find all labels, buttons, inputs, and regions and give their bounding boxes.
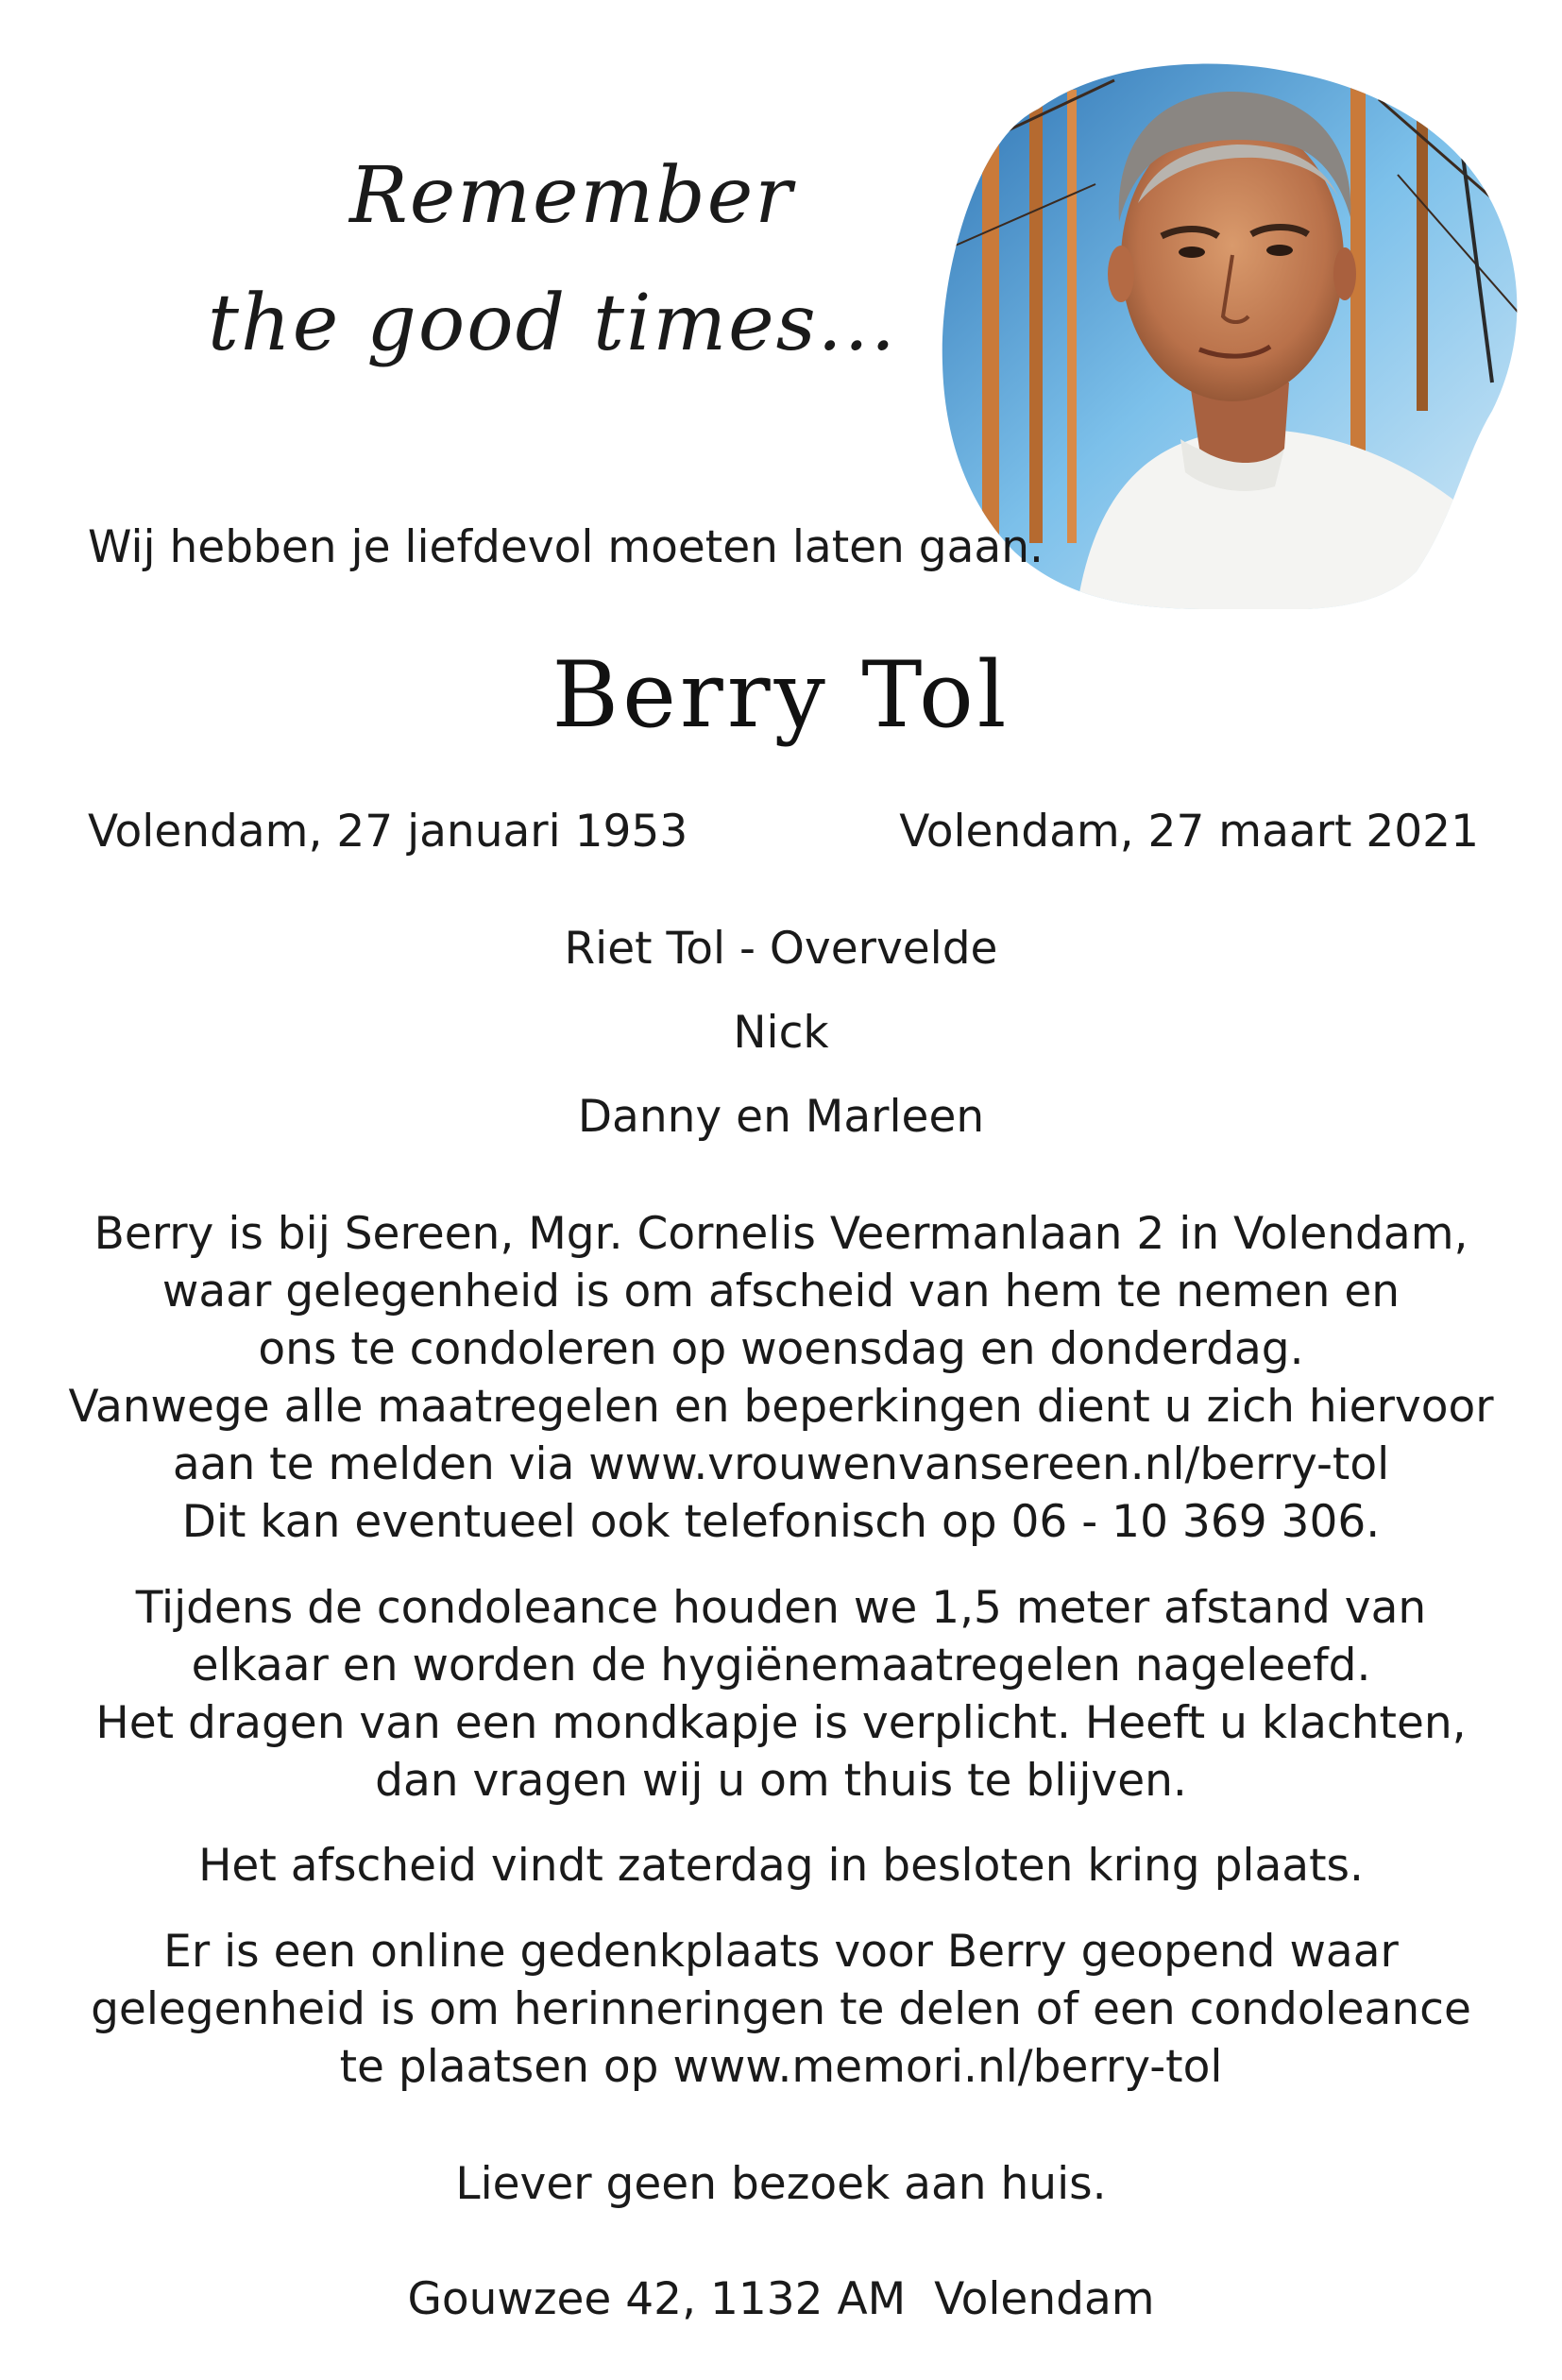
motto-line-1: Remember xyxy=(349,151,794,241)
address-line: Gouwzee 42, 1132 AM Volendam xyxy=(407,2273,1155,2325)
paragraph-line: Vanwege alle maatregelen en beperkingen dient u zich hiervoor xyxy=(68,1381,1494,1433)
paragraph-line: aan te melden via www.vrouwenvansereen.nl/berry-tol xyxy=(172,1438,1390,1490)
paragraph-line: gelegenheid is om herinneringen te delen of een condoleance xyxy=(91,1983,1471,2035)
farewell-paragraph xyxy=(57,1837,1505,1895)
paragraph-line: waar gelegenheid is om afscheid van hem te nemen en xyxy=(161,1266,1401,1318)
paragraph-line: ons te condoleren op woensdag en donderdag. xyxy=(258,1323,1304,1375)
paragraph-line: Het afscheid vindt zaterdag in besloten kring plaats. xyxy=(198,1840,1364,1892)
hygiene-paragraph xyxy=(57,1579,1505,1810)
paragraph-line: elkaar en worden de hygiënemaatregelen nageleefd. xyxy=(191,1640,1371,1692)
motto-line-2: the good times... xyxy=(208,279,897,368)
birth-date: Volendam, 27 januari 1953 xyxy=(88,806,688,858)
paragraph-line: Het dragen van een mondkapje is verplicht. Heeft u klachten, xyxy=(95,1697,1467,1749)
no-visit-note xyxy=(57,2155,1505,2213)
motto xyxy=(189,142,907,425)
paragraph-line: Berry is bij Sereen, Mgr. Cornelis Veermanlaan 2 in Volendam, xyxy=(93,1208,1469,1260)
paragraph-line: Liever geen bezoek aan huis. xyxy=(455,2158,1107,2210)
paragraph-line: Tijdens de condoleance houden we 1,5 meter afstand van xyxy=(135,1582,1427,1634)
family-member: Danny en Marleen xyxy=(577,1091,985,1143)
intro-text: Wij hebben je liefdevol moeten laten gaan. xyxy=(88,521,1044,573)
home-address xyxy=(57,2270,1505,2328)
memorial-paragraph xyxy=(57,1923,1505,2096)
paragraph-line: te plaatsen op www.memori.nl/berry-tol xyxy=(339,2041,1223,2093)
death-date: Volendam, 27 maart 2021 xyxy=(899,806,1479,858)
family-list xyxy=(57,907,1505,1159)
paragraph-line: dan vragen wij u om thuis te blijven. xyxy=(375,1755,1187,1807)
paragraph-line: Dit kan eventueel ook telefonisch op 06 - 10 369 306. xyxy=(181,1496,1381,1548)
paragraph-line: Er is een online gedenkplaats voor Berry geopend waar xyxy=(163,1926,1399,1978)
family-member: Riet Tol - Overvelde xyxy=(564,923,998,975)
deceased-name: Berry Tol xyxy=(552,642,1010,748)
family-member: Nick xyxy=(733,1007,829,1059)
visitation-paragraph xyxy=(57,1205,1505,1551)
